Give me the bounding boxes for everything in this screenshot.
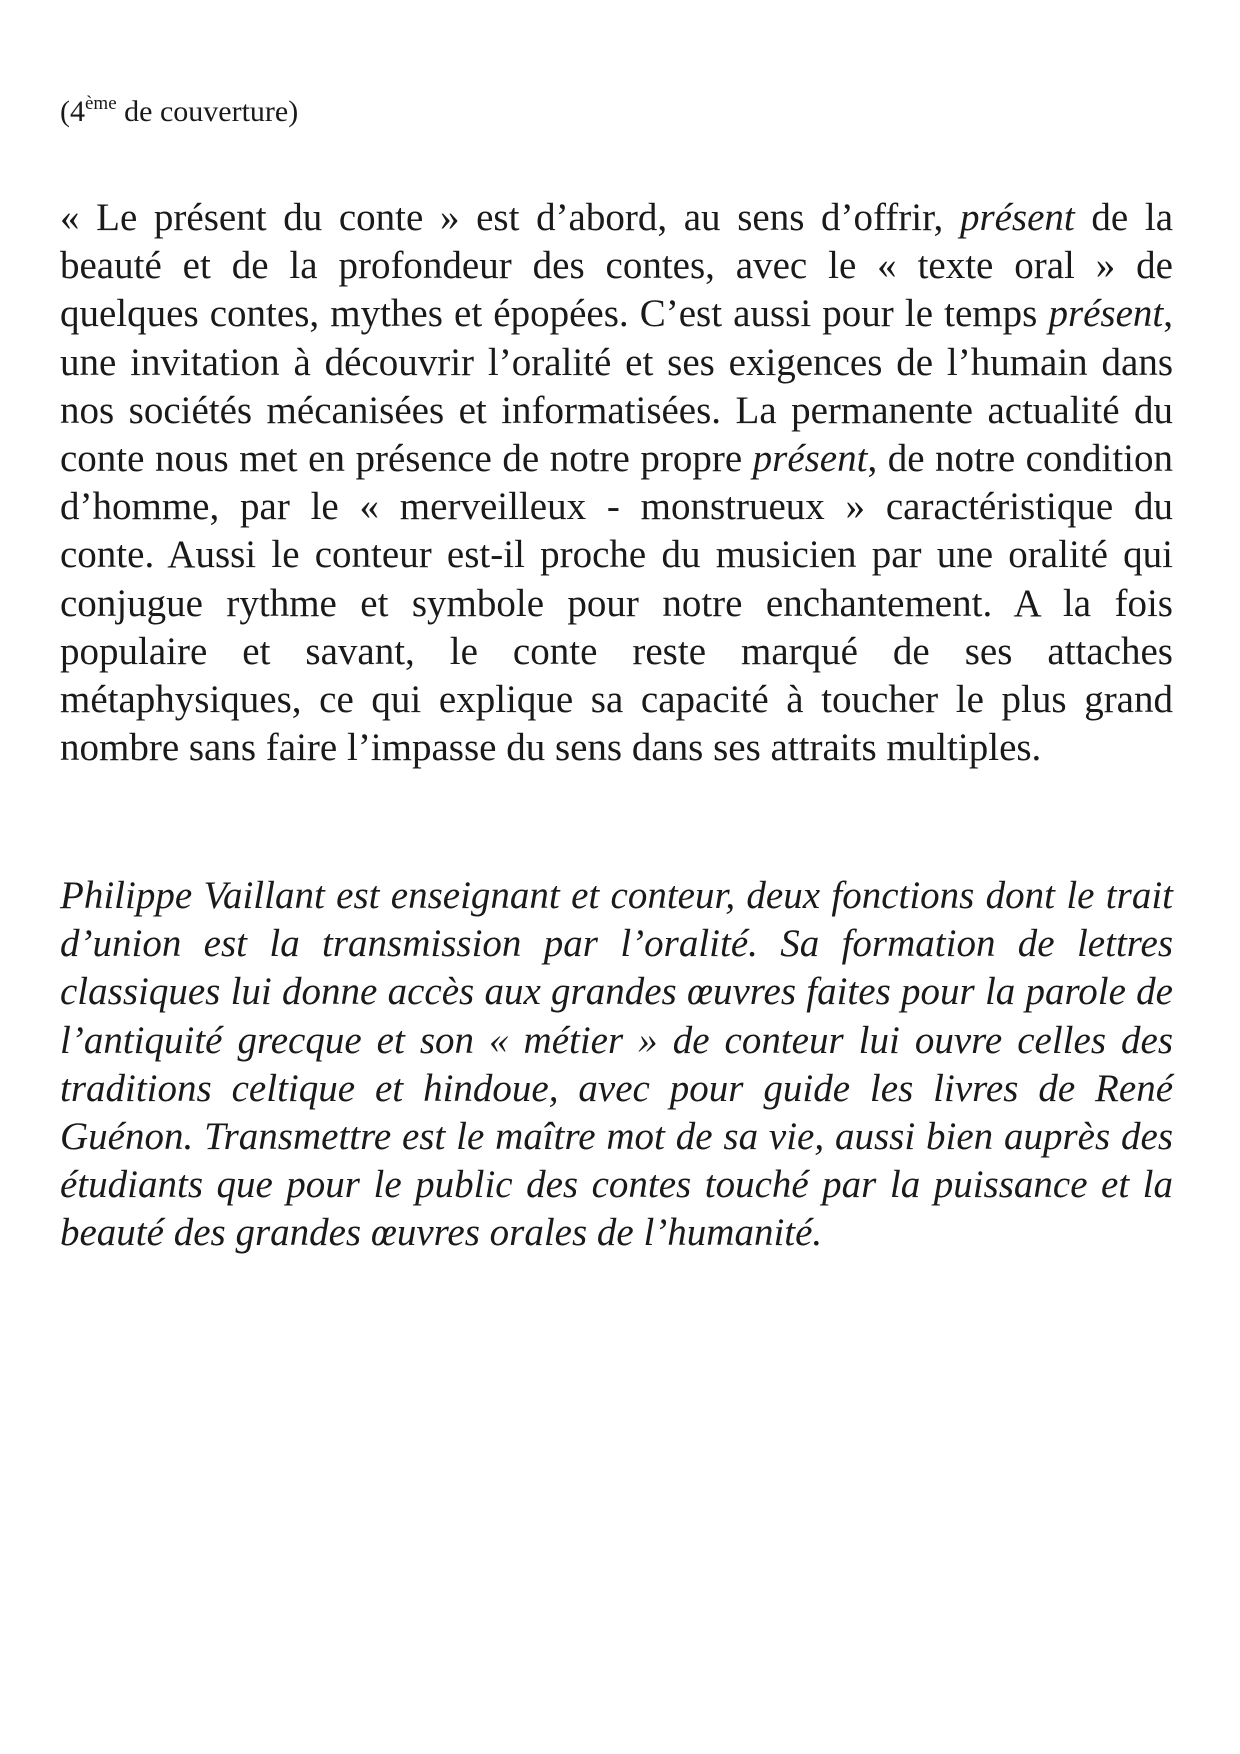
summary-emphasis: présent: [752, 437, 868, 481]
summary-text: , une invitation à découvrir l’oralité et ses exigences de l’humain dans nos sociétés mécanisées et informatisées. La permanente actualité du conte nous met en présence de notre propre: [60, 292, 1173, 481]
summary-text: de la beauté et de la profondeur des contes, avec le « texte oral » de quelques contes, mythes et épopées. C’est aussi pour le temps: [60, 196, 1174, 336]
document-page: [60, 0, 1173, 1754]
page-heading: [60, 92, 298, 132]
heading-open: (4: [60, 95, 85, 128]
heading-superscript: ème: [85, 93, 117, 114]
summary-emphasis: présent: [1048, 292, 1164, 336]
summary-paragraph: [60, 194, 1173, 772]
summary-text: « Le présent du conte » est d’abord, au sens d’offrir,: [60, 196, 960, 239]
summary-text: , de notre condition d’homme, par le « merveilleux - monstrueux » caractéristique du conte. Aussi le conteur est-il proche du musicien par une oralité qui conjugue rythme et symbole pour notre enchantement. A la fois populaire et savant, le conte reste marqué de ses attaches métaphysiques, ce qui explique sa capacité à toucher le plus grand nombre sans faire l’impasse du sens dans ses attraits multiples.: [60, 437, 1173, 770]
author-bio-paragraph: Philippe Vaillant est enseignant et conteur, deux fonctions dont le trait d’union est la transmission par l’oralité. Sa formation de lettres classiques lui donne accès aux grandes œuvres faites pour la parole de l’antiquité grecque et son « métier » de conteur lui ouvre celles des traditions celtique et hindoue, avec pour guide les livres de René Guénon. Transmettre est le maître mot de sa vie, aussi bien auprès des étudiants que pour le public des contes touché par la puissance et la beauté des grandes œuvres orales de l’humanité.: [60, 874, 1173, 1255]
summary-emphasis: présent: [959, 196, 1075, 239]
heading-close: de couverture): [116, 95, 299, 128]
